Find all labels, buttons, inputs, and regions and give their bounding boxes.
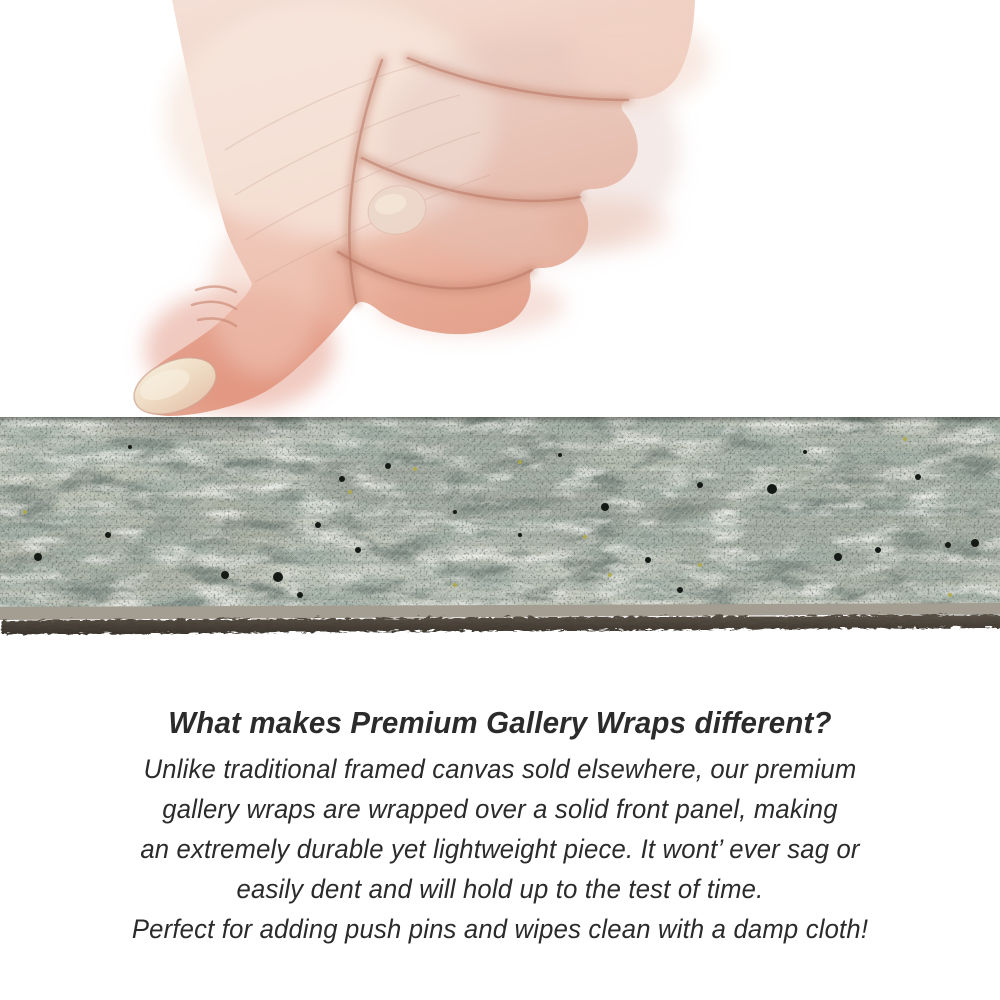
canvas-texture xyxy=(0,417,1000,633)
headline: What makes Premium Gallery Wraps different? xyxy=(168,705,832,740)
body-line-2: gallery wraps are wrapped over a solid front panel, making xyxy=(162,794,838,824)
body-line-5: Perfect for adding push pins and wipes clean with a damp cloth! xyxy=(131,914,869,944)
hand-silhouette xyxy=(126,0,710,418)
hand-photo xyxy=(0,0,1000,418)
hand-illustration xyxy=(0,0,1000,418)
body-line-1: Unlike traditional framed canvas sold elsewhere, our premium xyxy=(143,754,857,784)
body-line-4: easily dent and will hold up to the test of time. xyxy=(236,874,764,904)
caption-block xyxy=(25,702,975,949)
canvas-edge-illustration xyxy=(0,417,1000,637)
canvas-edge-photo xyxy=(0,417,1000,637)
body-line-3: an extremely durable yet lightweight piece. It wont’ ever sag or xyxy=(140,834,860,864)
